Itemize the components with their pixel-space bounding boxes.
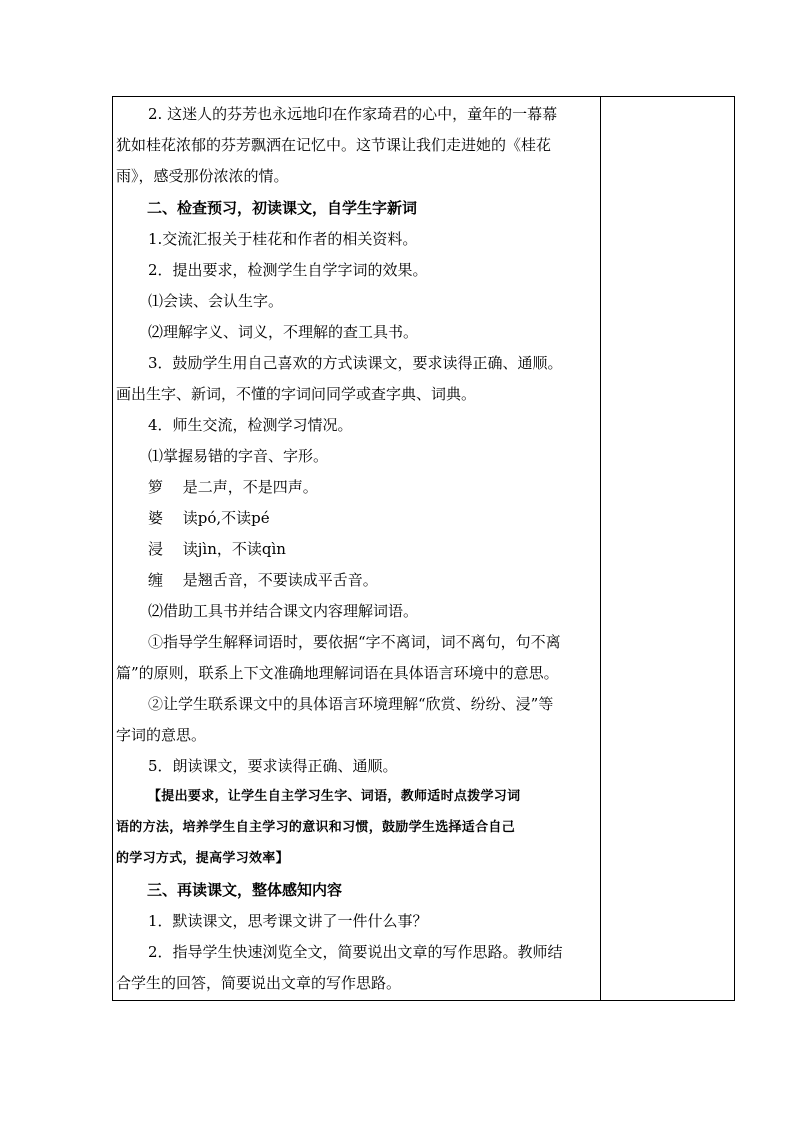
- text-line: 2．提出要求，检测学生自学字词的效果。: [148, 261, 428, 279]
- text-line: 箩 是二声，不是四声。: [148, 478, 318, 496]
- design-note: 【提出要求，让学生自主学习生字、词语，教师适时点拨学习词: [148, 789, 521, 804]
- text-line: 婆 读pó,不读pé: [148, 509, 270, 527]
- text-line: 雨》，感受那份浓浓的情。: [116, 167, 289, 185]
- text-line: 画出生字、新词，不懂的字词问同学或查字典、词典。: [116, 385, 477, 403]
- text-line: 1．默读课文，思考课文讲了一件什么事？: [148, 912, 428, 930]
- text-line: ⑵借助工具书并结合课文内容理解词语。: [148, 602, 419, 620]
- text-line: 犹如桂花浓郁的芬芳飘洒在记忆中。这节课让我们走进她的《桂花: [116, 136, 552, 154]
- text-line: ②让学生联系课文中的具体语言环境理解“欣赏、纷纷、浸”等: [148, 695, 554, 713]
- lesson-table: [112, 96, 735, 1001]
- teaching-process-cell: [113, 97, 600, 1000]
- text-line: ⑴掌握易错的字音、字形。: [148, 447, 329, 465]
- text-line: 5．朗读课文，要求读得正确、通顺。: [148, 757, 398, 775]
- text-line: 字词的意思。: [116, 726, 207, 744]
- text-line: 篇”的原则，联系上下文准确地理解词语在具体语言环境中的意思。: [116, 664, 559, 682]
- section-heading: 三、再读课文，整体感知内容: [147, 881, 343, 899]
- text-line: ⑴会读、会认生字。: [148, 292, 284, 310]
- text-line: 缠 是翘舌音，不要读成平舌音。: [148, 571, 378, 589]
- section-heading: 二、检查预习，初读课文，自学生字新词: [147, 199, 418, 217]
- text-line: 浸 读jìn，不读qìn: [148, 540, 286, 558]
- design-note: 的学习方式，提高学习效率】: [116, 851, 289, 866]
- text-line: ①指导学生解释词语时，要依据“字不离词，词不离句，句不离: [148, 633, 561, 651]
- text-line: 4．师生交流，检测学习情况。: [148, 416, 353, 434]
- text-line: 合学生的回答，简要说出文章的写作思路。: [116, 974, 402, 992]
- text-line: 2．指导学生快速浏览全文，简要说出文章的写作思路。教师结: [148, 943, 563, 961]
- text-line: 3．鼓励学生用自己喜欢的方式读课文，要求读得正确、通顺。: [148, 354, 563, 372]
- text-line: 1.交流汇报关于桂花和作者的相关资料。: [148, 230, 418, 248]
- text-line: ⑵理解字义、词义，不理解的查工具书。: [148, 323, 419, 341]
- text-line: 2. 这迷人的芬芳也永远地印在作家琦君的心中，童年的一幕幕: [148, 105, 558, 123]
- design-note: 语的方法，培养学生自主学习的意识和习惯，鼓励学生选择适合自己: [116, 820, 516, 835]
- notes-cell: [601, 97, 734, 1000]
